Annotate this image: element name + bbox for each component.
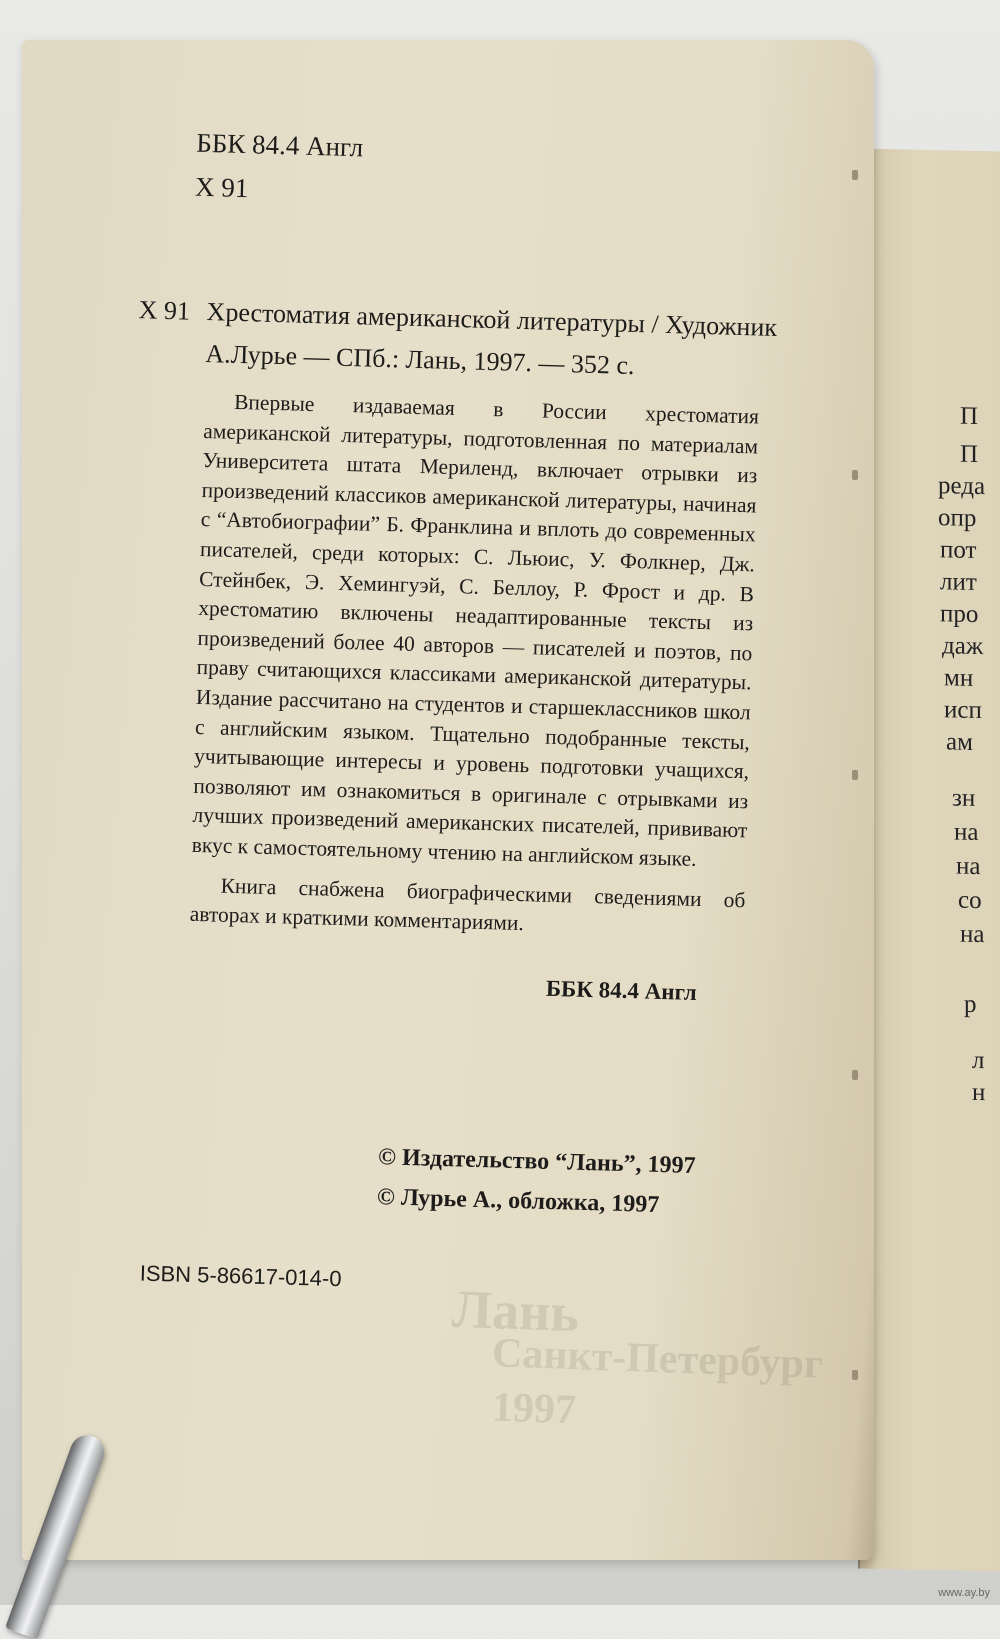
next-page-fragment: исп: [944, 696, 982, 725]
showthrough-text: Лань: [450, 1278, 580, 1344]
next-page-fragment: р: [964, 990, 977, 1018]
isbn: ISBN 5-86617-014-0: [139, 1260, 342, 1291]
next-page-fragment: со: [958, 886, 982, 915]
author-mark: Х 91: [194, 171, 249, 204]
copyright-publisher: © Издательство “Лань”, 1997: [377, 1143, 696, 1179]
next-page-fragment: на: [956, 852, 981, 881]
next-page-fragment: П: [960, 402, 979, 431]
next-page-fragment: на: [954, 818, 979, 847]
entry-code: Х 91: [138, 295, 191, 326]
next-page-fragment: мн: [944, 664, 974, 692]
next-page-fragment: зн: [952, 784, 976, 812]
next-page-fragment: н: [972, 1078, 986, 1107]
next-page: [858, 148, 1000, 1571]
showthrough-text: 1997: [491, 1384, 577, 1434]
entry-publication: А.Лурье — СПб.: Лань, 1997. — 352 с.: [205, 339, 635, 381]
annotation: [189, 387, 759, 945]
next-page-fragment: пот: [940, 536, 977, 564]
copyright-cover: © Лурье А., обложка, 1997: [376, 1183, 660, 1218]
copyright-block: [376, 1137, 843, 1230]
bbk-index: ББК 84.4 Англ: [195, 127, 364, 163]
next-page-fragment: лит: [940, 568, 977, 596]
catalog-entry: [138, 290, 867, 394]
book-page: [22, 40, 874, 1560]
bbk-header: [195, 121, 872, 228]
watermark: www.ay.by: [938, 1587, 990, 1599]
next-page-fragment: л: [972, 1046, 985, 1075]
next-page-fragment: реда: [938, 472, 986, 501]
entry-title: Хрестоматия американской литературы / Художник: [206, 297, 778, 342]
imprint-block: [139, 120, 871, 1306]
bbk-footer: ББК 84.4 Англ: [545, 975, 698, 1005]
annotation-paragraph: Впервые издаваемая в России хрестоматия американской литературы, подготовленная по материалам Университета штата Мериленд, включает отрывки из произведений классиков американской литературы, начиная с “Автобиографии” Б. Франклина и вплоть до современных писателей, среди которых: С. Льюис, У. Фолкнер, Дж. Стейнбек, Э. Хемингуэй, С. Беллоу, Р. Фрост и др. В хрестоматию включены неадаптированные тексты из произведений более 40 авторов — писателей и поэтов, по праву считающихся классиками американской дитературы. Издание рассчитано на студентов и старшеклассников школ с английским языком. Тщательно подобранные тексты, учитывающие интересы и уровень подготовки учащихся, позволяют им ознакомиться в оригинале с отрывками из лучших произведений американских писателей, прививают вкус к самостоятельному чтению на английском языке.: [191, 389, 760, 871]
next-page-fragment: П: [960, 440, 979, 469]
binding-stitch: [852, 1070, 858, 1080]
annotation-paragraph: Книга снабжена биографическими сведениями об авторах и краткими комментариями.: [189, 873, 746, 936]
binding-stitch: [852, 1370, 858, 1380]
showthrough-text: Санкт-Петербург: [491, 1330, 824, 1388]
next-page-fragment: опр: [938, 504, 977, 532]
next-page-fragment: на: [960, 920, 985, 949]
next-page-fragment: про: [940, 600, 979, 629]
next-page-fragment: даж: [942, 632, 984, 661]
next-page-fragment: ам: [946, 728, 973, 756]
